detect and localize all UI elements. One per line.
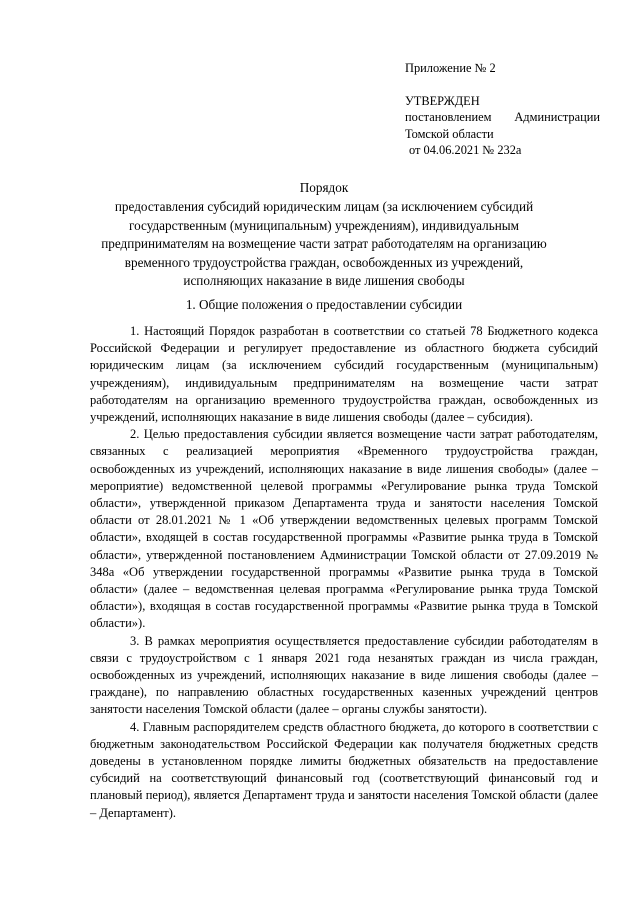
approved-by-line: постановлением Администрации — [405, 110, 600, 124]
approval-date-number: от 04.06.2021 № 232а — [409, 143, 522, 157]
title-main: Порядок — [299, 180, 349, 195]
paragraph: 1. Настоящий Порядок разработан в соответствии со статьей 78 Бюджетного кодекса Российской Федерации и регулирует предоставление из областного бюджета субсидий юридическим лицам (за исключением субсидий государственным (муниципальным) учреждениям), индивидуальным предпринимателям на возмещение части затрат работодателям на организацию временного трудоустройства граждан, освобожденных из учреждений, исполняющих наказание в виде лишения свободы (далее – субсидия). — [90, 324, 598, 425]
approved-region: Томской области — [405, 126, 494, 141]
title-line: государственным (муниципальным) учреждениям), индивидуальным — [129, 217, 519, 233]
title-line: предоставления субсидий юридическим лицам (за исключением субсидий — [114, 199, 534, 215]
approved-label: УТВЕРЖДЕН — [405, 93, 480, 108]
section-heading: 1. Общие положения о предоставлении субсидии — [185, 297, 463, 312]
paragraph: 2. Целью предоставления субсидии является возмещение части затрат работодателям, связанных с реализацией мероприятия «Временного трудоустройства граждан, освобожденных из учреждений, исполняющих наказание в виде лишения свободы» (далее – мероприятие) ведомственной целевой программы «Регулирование рынка труда Томской области», утвержденной приказом Департамента труда и занятости населения Томской области от 28.01.2021 № 1 «Об утверждении ведомственных целевых программ Томской области», входящей в состав государственной программы «Развитие рынка труда в Томской области», утвержденной постановлением Администрации Томской области от 27.09.2019 № 348а «Об утверждении государственной программы «Развитие рынка труда в Томской области» (далее – ведомственная целевая программа «Регулирование рынка труда Томской области»), входящая в состав государственной программы «Развитие рынка труда в Томской области»). — [90, 427, 598, 631]
title-line: предпринимателям на возмещение части затрат работодателям на организацию — [101, 236, 547, 252]
approval-stamp — [405, 60, 600, 159]
appendix-label: Приложение № 2 — [405, 61, 496, 75]
document-title — [86, 179, 562, 290]
title-line: исполняющих наказание в виде лишения свободы — [183, 273, 465, 289]
title-line: временного трудоустройства граждан, освобожденных из учреждений, — [124, 254, 524, 270]
paragraph: 3. В рамках мероприятия осуществляется предоставление субсидии работодателям в связи с трудоустройством с 1 января 2021 года незанятых граждан из числа граждан, освобожденных из учреждений, исполняющих наказание в виде лишения свободы (далее – граждане), по направлению областных государственных казенных учреждений центров занятости населения Томской области (далее – органы службы занятости). — [90, 633, 598, 717]
paragraph: 4. Главным распорядителем средств областного бюджета, до которого в соответствии с бюджетным законодательством Российской Федерации как получателя бюджетных средств доведены в установленном порядке лимиты бюджетных обязательств на предоставление субсидий на соответствующий финансовый год (соответствующий финансовый год и плановый период), является Департамент труда и занятости населения Томской области (далее – Департамент). — [90, 719, 598, 820]
document-body — [90, 323, 598, 822]
